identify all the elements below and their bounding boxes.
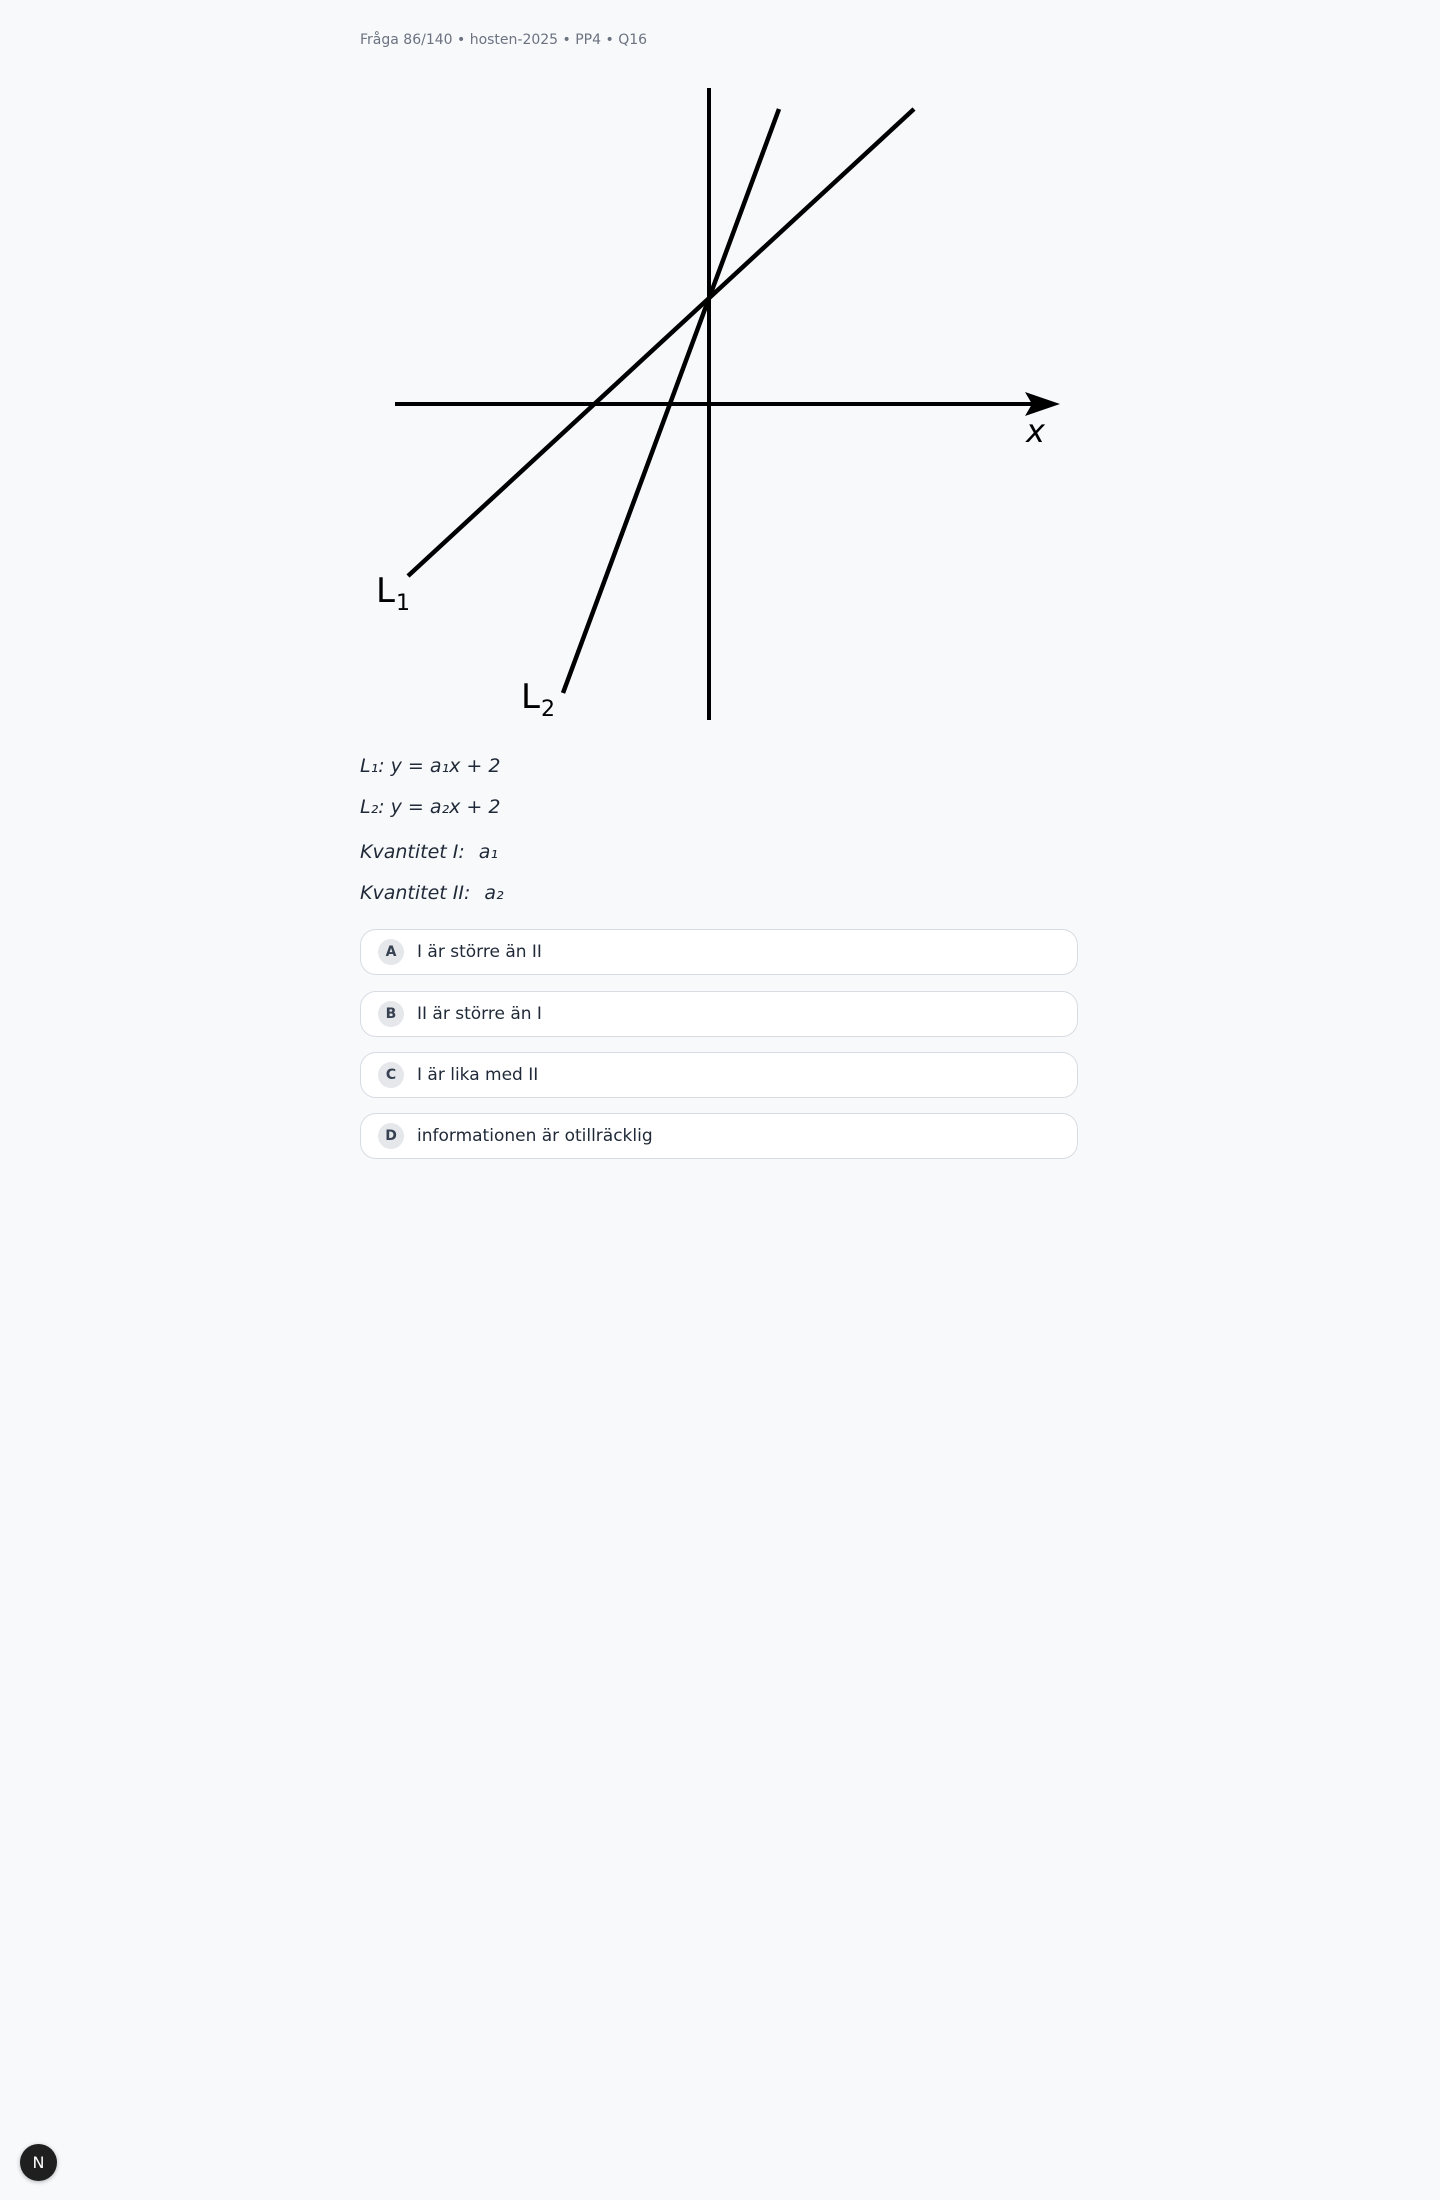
answer-option-b[interactable]: [360, 991, 1078, 1037]
option-text: I är större än II: [417, 942, 542, 962]
quantity-1: [360, 841, 498, 863]
question-meta: Fråga 86/140 • hosten-2025 • PP4 • Q16: [360, 32, 648, 48]
coordinate-diagram: [360, 84, 1080, 724]
option-letter-badge: D: [378, 1123, 404, 1149]
line2-label-sub: 2: [541, 697, 555, 722]
option-text: I är lika med II: [417, 1065, 539, 1085]
question-figure: [360, 84, 1080, 724]
option-letter-badge: C: [378, 1062, 404, 1088]
option-text: informationen är otillräcklig: [417, 1126, 653, 1146]
quantity-1-label: Kvantitet I:: [360, 841, 465, 863]
answer-option-d[interactable]: [360, 1113, 1078, 1159]
line-l1: [408, 109, 914, 576]
quantity-1-value: a₁: [478, 841, 499, 863]
option-letter-badge: A: [378, 939, 404, 965]
dev-tools-indicator-button[interactable]: [20, 2144, 57, 2181]
x-axis-label: x: [1026, 412, 1045, 450]
quantity-2-value: a₂: [484, 882, 504, 904]
quantity-2: [360, 882, 504, 904]
line2-label: L: [521, 677, 540, 717]
option-letter-badge: B: [378, 1001, 404, 1027]
line1-label: L: [376, 571, 395, 611]
option-text: II är större än I: [417, 1004, 542, 1024]
line1-formula: L₁: y = a₁x + 2: [360, 755, 501, 777]
answer-option-a[interactable]: [360, 929, 1078, 975]
answer-option-c[interactable]: [360, 1052, 1078, 1098]
line1-label-sub: 1: [396, 591, 410, 616]
line2-formula: L₂: y = a₂x + 2: [360, 796, 501, 818]
quantity-2-label: Kvantitet II:: [360, 882, 471, 904]
n-logo-icon: N: [32, 2153, 45, 2172]
